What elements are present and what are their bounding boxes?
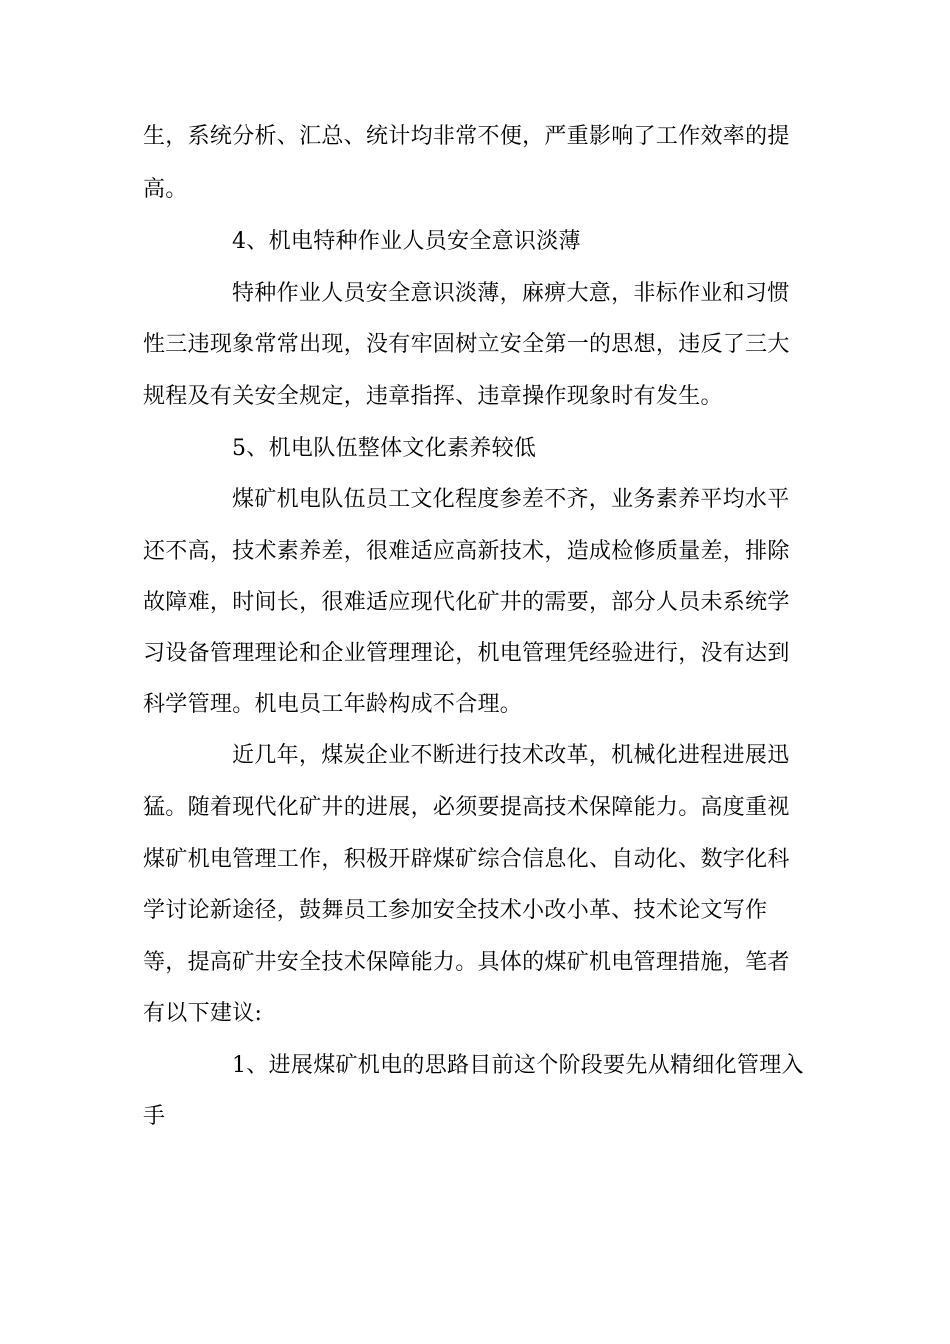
paragraph-line: 有以下建议: <box>143 1001 263 1026</box>
paragraph-line: 煤矿机电队伍员工文化程度参差不齐，业务素养平均水平 <box>232 487 790 512</box>
paragraph-line: 规程及有关安全规定，违章指挥、违章操作现象时有发生。 <box>143 384 723 409</box>
paragraph-line: 煤矿机电管理工作，积极开辟煤矿综合信息化、自动化、数字化科 <box>143 847 790 872</box>
paragraph-line: 故障难，时间长，很难适应现代化矿井的需要，部分人员未系统学 <box>143 590 790 615</box>
paragraph-line: 科学管理。机电员工年龄构成不合理。 <box>143 692 523 717</box>
paragraph-line: 还不高，技术素养差，很难适应高新技术，造成检修质量差，排除 <box>143 539 790 564</box>
paragraph-line: 习设备管理理论和企业管理理论，机电管理凭经验进行，没有达到 <box>143 641 790 666</box>
paragraph-line: 性三违现象常常出现，没有牢固树立安全第一的思想，违反了三大 <box>143 332 790 357</box>
section-heading: 4、机电特种作业人员安全意识淡薄 <box>232 229 581 254</box>
paragraph-line: 生，系统分析、汇总、统计均非常不便，严重影响了工作效率的提 <box>143 124 790 149</box>
paragraph-line: 近几年，煤炭企业不断进行技术改革，机械化进程进展迅 <box>232 743 790 768</box>
section-heading: 手 <box>143 1104 166 1129</box>
paragraph-line: 学讨论新途径，鼓舞员工参加安全技术小改小革、技术论文写作 <box>143 898 768 923</box>
paragraph-line: 高。 <box>143 177 188 202</box>
paragraph-line: 特种作业人员安全意识淡薄，麻痹大意，非标作业和习惯 <box>232 281 790 306</box>
section-heading: 5、机电队伍整体文化素养较低 <box>232 436 537 461</box>
paragraph-line: 猛。随着现代化矿井的进展，必须要提高技术保障能力。高度重视 <box>143 795 790 820</box>
section-heading: 1、进展煤矿机电的思路目前这个阶段要先从精细化管理入 <box>232 1053 804 1078</box>
paragraph-line: 等，提高矿井安全技术保障能力。具体的煤矿机电管理措施，笔者 <box>143 950 790 975</box>
